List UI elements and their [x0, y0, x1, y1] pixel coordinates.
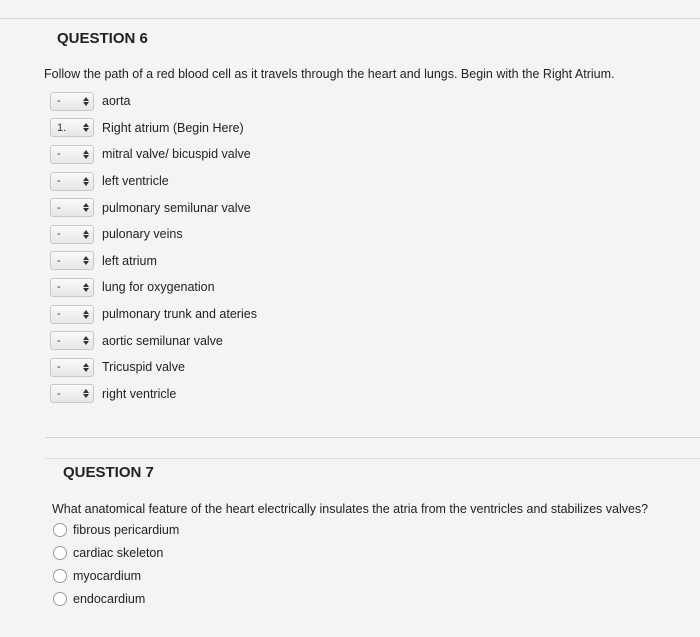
item-label: pulmonary semilunar valve [102, 200, 251, 215]
list-item [50, 141, 257, 168]
answer-options [53, 518, 179, 610]
list-item [50, 274, 257, 301]
item-label: Tricuspid valve [102, 360, 185, 375]
radio-button[interactable] [53, 523, 67, 537]
order-select[interactable]: - [50, 384, 94, 403]
question-6-title: QUESTION 6 [57, 30, 148, 47]
chevron-updown-icon [83, 150, 89, 159]
radio-button[interactable] [53, 569, 67, 583]
chevron-updown-icon [83, 283, 89, 292]
item-label: pulonary veins [102, 227, 183, 242]
chevron-updown-icon [83, 203, 89, 212]
order-select[interactable]: - [50, 358, 94, 377]
order-select[interactable]: - [50, 145, 94, 164]
item-label: aortic semilunar valve [102, 333, 223, 348]
list-item [50, 301, 257, 328]
order-select[interactable]: - [50, 198, 94, 217]
chevron-updown-icon [83, 256, 89, 265]
order-select[interactable]: - [50, 172, 94, 191]
order-select[interactable]: - [50, 92, 94, 111]
answer-option[interactable] [53, 587, 179, 610]
chevron-updown-icon [83, 230, 89, 239]
list-item [50, 194, 257, 221]
radio-button[interactable] [53, 546, 67, 560]
item-label: Right atrium (Begin Here) [102, 120, 244, 135]
radio-button[interactable] [53, 592, 67, 606]
option-label: fibrous pericardium [73, 522, 180, 537]
question-7-title: QUESTION 7 [63, 464, 154, 481]
order-select[interactable]: - [50, 331, 94, 350]
list-item [50, 221, 257, 248]
chevron-updown-icon [83, 177, 89, 186]
option-label: endocardium [73, 591, 146, 606]
item-label: pulmonary trunk and ateries [102, 307, 257, 322]
question-divider [45, 437, 700, 438]
order-select[interactable]: - [50, 251, 94, 270]
order-select[interactable]: - [50, 225, 94, 244]
order-select[interactable]: - [50, 278, 94, 297]
list-item [50, 168, 257, 195]
chevron-updown-icon [83, 123, 89, 132]
list-item [50, 354, 257, 381]
order-select[interactable]: 1. [50, 118, 94, 137]
item-label: lung for oxygenation [102, 280, 215, 295]
item-label: right ventricle [102, 386, 177, 401]
item-label: mitral valve/ bicuspid valve [102, 147, 251, 162]
chevron-updown-icon [83, 336, 89, 345]
chevron-updown-icon [83, 389, 89, 398]
chevron-updown-icon [83, 363, 89, 372]
answer-option[interactable] [53, 541, 179, 564]
answer-option[interactable] [53, 518, 179, 541]
item-label: left atrium [102, 253, 157, 268]
chevron-updown-icon [83, 97, 89, 106]
option-label: myocardium [73, 568, 142, 583]
list-item [50, 248, 257, 275]
option-label: cardiac skeleton [73, 545, 164, 560]
list-item [50, 88, 257, 115]
question-7-prompt: What anatomical feature of the heart electrically insulates the atria from the ventricles and stabilizes valves? [52, 502, 649, 516]
list-item [50, 381, 257, 408]
list-item [50, 327, 257, 354]
answer-option[interactable] [53, 564, 179, 587]
item-label: left ventricle [102, 174, 169, 189]
matching-list [50, 88, 257, 407]
question-divider [45, 458, 700, 459]
order-select[interactable]: - [50, 305, 94, 324]
top-divider [0, 18, 700, 19]
chevron-updown-icon [83, 310, 89, 319]
item-label: aorta [102, 94, 131, 109]
list-item [50, 115, 257, 142]
question-6-prompt: Follow the path of a red blood cell as it travels through the heart and lungs. Begin with the Right Atrium. [44, 67, 615, 81]
